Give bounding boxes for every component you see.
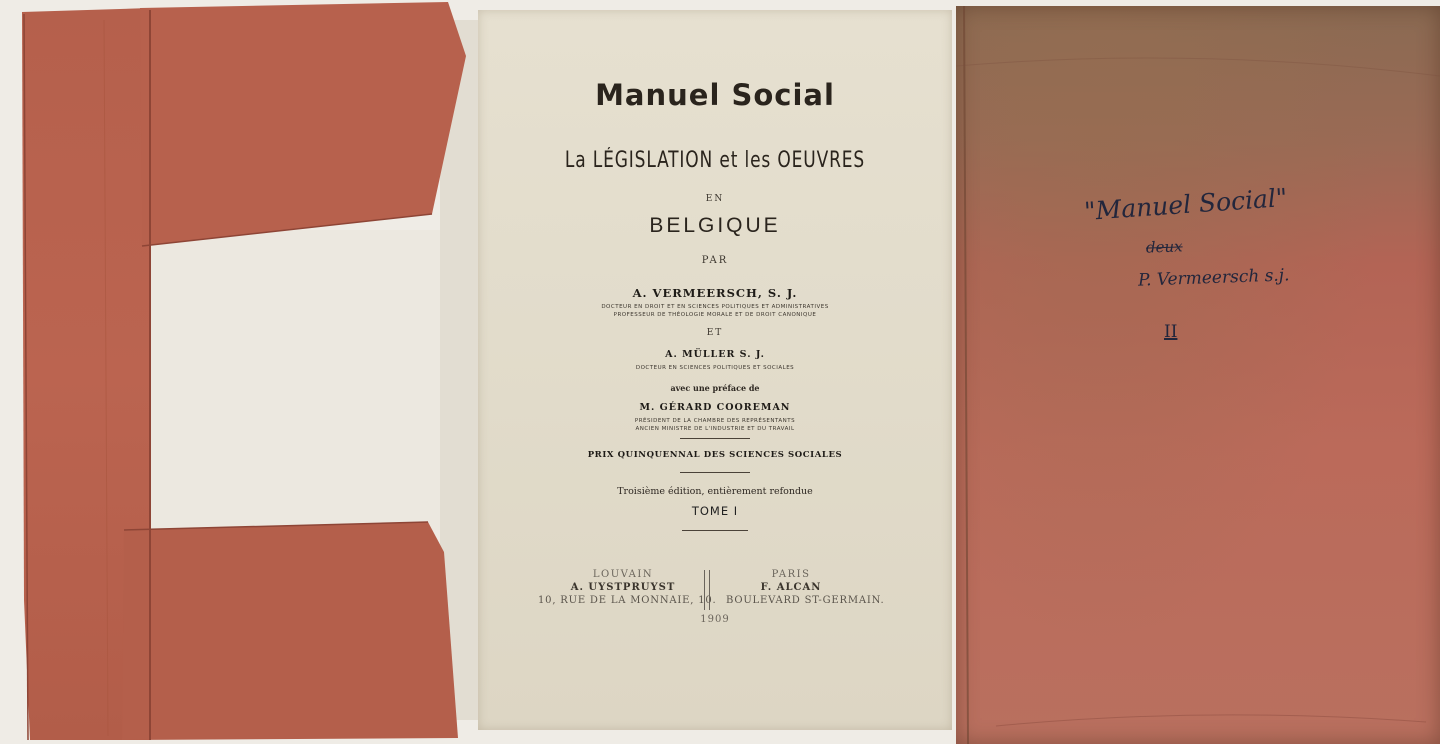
right-folder-cover <box>956 6 1440 744</box>
handwritten-author: P. Vermeersch s.j. <box>1137 265 1290 291</box>
imprint-publisher: F. ALCAN <box>760 582 822 593</box>
book-subtitle: La LÉGISLATION et les OEUVRES <box>564 148 866 173</box>
word-par: PAR <box>701 255 729 266</box>
prize-line: PRIX QUINQUENNAL DES SCIENCES SOCIALES <box>587 450 843 460</box>
publication-year: 1909 <box>700 614 730 625</box>
imprint-paris <box>726 569 885 606</box>
preface-author-credential-1: PRÉSIDENT DE LA CHAMBRE DES REPRÉSENTANTS <box>634 418 796 424</box>
preface-intro: avec une préface de <box>670 383 760 393</box>
left-folder-flap <box>0 0 480 744</box>
handwritten-title: "Manuel Social" <box>1083 182 1289 227</box>
imprint-city: LOUVAIN <box>592 569 654 580</box>
handwritten-struck-word: deux <box>1145 237 1183 257</box>
first-author-credential-2: PROFESSEUR DE THÉOLOGIE MORALE ET DE DROIT CANONIQUE <box>613 312 817 318</box>
edition-note: Troisième édition, entièrement refondue <box>617 486 813 497</box>
imprint-louvain <box>538 569 717 606</box>
divider-rule <box>680 472 750 473</box>
imprint-city: PARIS <box>771 569 811 580</box>
book-title: Manuel Social <box>595 78 835 112</box>
second-author: A. MÜLLER S. J. <box>665 349 765 360</box>
divider-rule <box>682 530 748 531</box>
title-page <box>478 10 952 730</box>
imprint-publisher: A. UYSTPRUYST <box>570 582 676 593</box>
imprint-address: BOULEVARD ST-GERMAIN. <box>726 595 885 606</box>
second-author-credential: DOCTEUR EN SCIENCES POLITIQUES ET SOCIALES <box>635 365 795 371</box>
first-author-credential-1: DOCTEUR EN DROIT ET EN SCIENCES POLITIQUES ET ADMINISTRATIVES <box>601 304 829 310</box>
imprint-divider <box>704 570 710 610</box>
country-name: BELGIQUE <box>649 214 781 237</box>
first-author: A. VERMEERSCH, S. J. <box>632 286 798 300</box>
word-et: ET <box>706 328 724 338</box>
imprint-address: 10, RUE DE LA MONNAIE, 10. <box>538 595 717 606</box>
folder-flap-shape <box>0 0 480 744</box>
word-en: EN <box>705 194 725 204</box>
preface-author: M. GÉRARD COOREMAN <box>639 402 791 413</box>
volume-label: TOME I <box>691 504 739 518</box>
divider-rule <box>680 438 750 439</box>
cover-folds <box>956 6 1440 744</box>
handwritten-volume: II <box>1164 322 1178 342</box>
preface-author-credential-2: ANCIEN MINISTRE DE L'INDUSTRIE ET DU TRAVAIL <box>635 426 795 432</box>
